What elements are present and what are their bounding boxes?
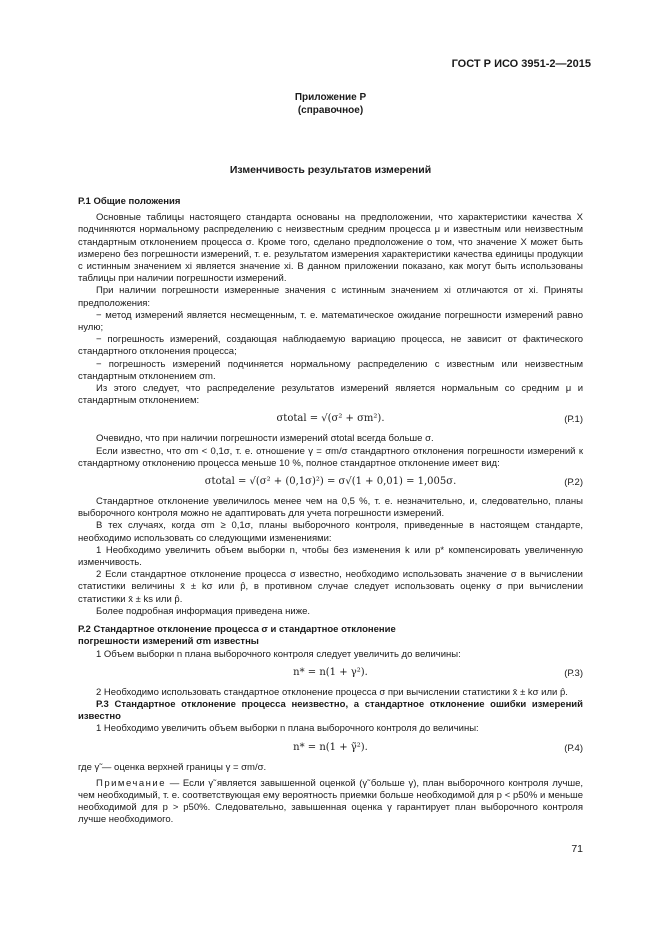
equation-formula: σtotal = √(σ² + (0,1σ)²) = σ√(1 + 0,01) = 1,005σ.	[204, 476, 457, 488]
section-heading-p1: Р.1 Общие положения	[78, 196, 181, 207]
equation-p4	[78, 738, 583, 760]
equation-number: (Р.2)	[564, 477, 583, 489]
paragraph: Основные таблицы настоящего стандарта основаны на предположении, что характеристики качества X подчиняются нормальному распределению с неизвестным средним процесса μ и известным или неизвестным стандартным отклонением процесса σ. Кроме того, сделано предположение о том, что значение X может быть измерено без погрешности измерений, т. е. результатом измерения характеристики качества единицы продукции с истинным значением xi является значение xi. В данном приложении показано, как могут быть использованы таблицы при наличии погрешности измерений.	[78, 212, 583, 285]
section-heading-p2	[78, 624, 583, 648]
equation-number: (Р.3)	[564, 667, 583, 679]
equation-p2	[78, 472, 583, 494]
annex-heading	[0, 91, 661, 117]
equation-p1	[78, 409, 583, 431]
section-heading-p2-line1: Р.2 Стандартное отклонение процесса σ и стандартное отклонение	[78, 624, 396, 636]
annex-title: Приложение Р	[294, 92, 367, 103]
paragraph: В тех случаях, когда σm ≥ 0,1σ, планы выборочного контроля, приведенные в настоящем стандарте, необходимо использовать со следующими изменениями:	[78, 520, 583, 544]
paragraph: 1 Объем выборки n плана выборочного контроля следует увеличить до величины:	[96, 648, 461, 660]
equation-formula: n* = n(1 + γ²).	[293, 666, 368, 678]
paragraph: Из этого следует, что распределение результатов измерений является нормальным со средним μ и стандартным отклонением:	[78, 383, 583, 407]
paragraph: Если известно, что σm < 0,1σ, т. е. отношение γ = σm/σ стандартного отклонения погрешности измерений к стандартному отклонению процесса меньше 10 %, полное стандартное отклонение имеет вид:	[78, 445, 583, 469]
list-item: − погрешность измерений, создающая наблюдаемую вариацию процесса, не зависит от фактического стандартного отклонения процесса;	[78, 334, 583, 358]
paragraph: Более подробная информация приведена ниже.	[96, 605, 311, 617]
paragraph: Стандартное отклонение увеличилось менее чем на 0,5 %, т. е. незначительно, и, следовательно, планы выборочного контроля можно не адаптировать для учета погрешности измерений.	[78, 496, 583, 520]
standard-header: ГОСТ Р ИСО 3951-2—2015	[451, 58, 591, 70]
paragraph: При наличии погрешности измеренные значения с истинным значением xi отличаются от xi. Приняты предположения:	[78, 285, 583, 309]
note-label: Примечание	[96, 777, 166, 789]
equation-formula: n* = n(1 + γ̃²).	[293, 741, 368, 753]
section-heading-p3: Р.3 Стандартное отклонение процесса неизвестно, а стандартное отклонение ошибки измерений известно	[78, 698, 583, 723]
page-number: 71	[571, 843, 583, 855]
note	[78, 778, 583, 827]
note-text: — Если γ̃ является завышенной оценкой (γ̃ больше γ), план выборочного контроля лучше, чем необходимый, т. е. соответствующая ему вероятность приемки больше необходимой для p < p50% и меньше необходимой для p > p50%. Следовательно, завышенная оценка γ гарантирует план выборочного контроля лучше необходимого.	[78, 777, 583, 826]
paragraph: где γ̃ — оценка верхней границы γ = σm/σ.	[78, 761, 267, 773]
document-body	[78, 196, 583, 827]
annex-kind: (справочное)	[297, 105, 364, 116]
document-title: Изменчивость результатов измерений	[229, 164, 432, 176]
equation-number: (Р.4)	[564, 742, 583, 754]
paragraph: 1 Необходимо увеличить объем выборки n, чтобы без изменения k или p* компенсировать увеличенную изменчивость.	[78, 544, 583, 569]
equation-formula: σtotal = √(σ² + σm²).	[276, 413, 385, 425]
section-heading-p2-line2: погрешности измерений σm известны	[78, 636, 259, 648]
equation-p3	[78, 663, 583, 685]
paragraph: 1 Необходимо увеличить объем выборки n плана выборочного контроля до величины:	[96, 723, 479, 735]
list-item: − метод измерений является несмещенным, т. е. математическое ожидание погрешности измерений равно нулю;	[78, 309, 583, 334]
equation-number: (Р.1)	[564, 414, 583, 426]
list-item: − погрешность измерений подчиняется нормальному распределению с известным или неизвестным стандартным отклонением σm.	[78, 358, 583, 382]
paragraph: Очевидно, что при наличии погрешности измерений σtotal всегда больше σ.	[96, 433, 434, 445]
paragraph: 2 Необходимо использовать стандартное отклонение процесса σ при вычислении статистики x̄ ± kσ или p̂.	[96, 686, 568, 698]
paragraph: 2 Если стандартное отклонение процесса σ известно, необходимо использовать значение σ в вычислении статистики величины x̄ ± kσ или p̂, в противном случае следует использовать оценку σ при вычислении статистики x̄ ± ks или p̂.	[78, 569, 583, 605]
